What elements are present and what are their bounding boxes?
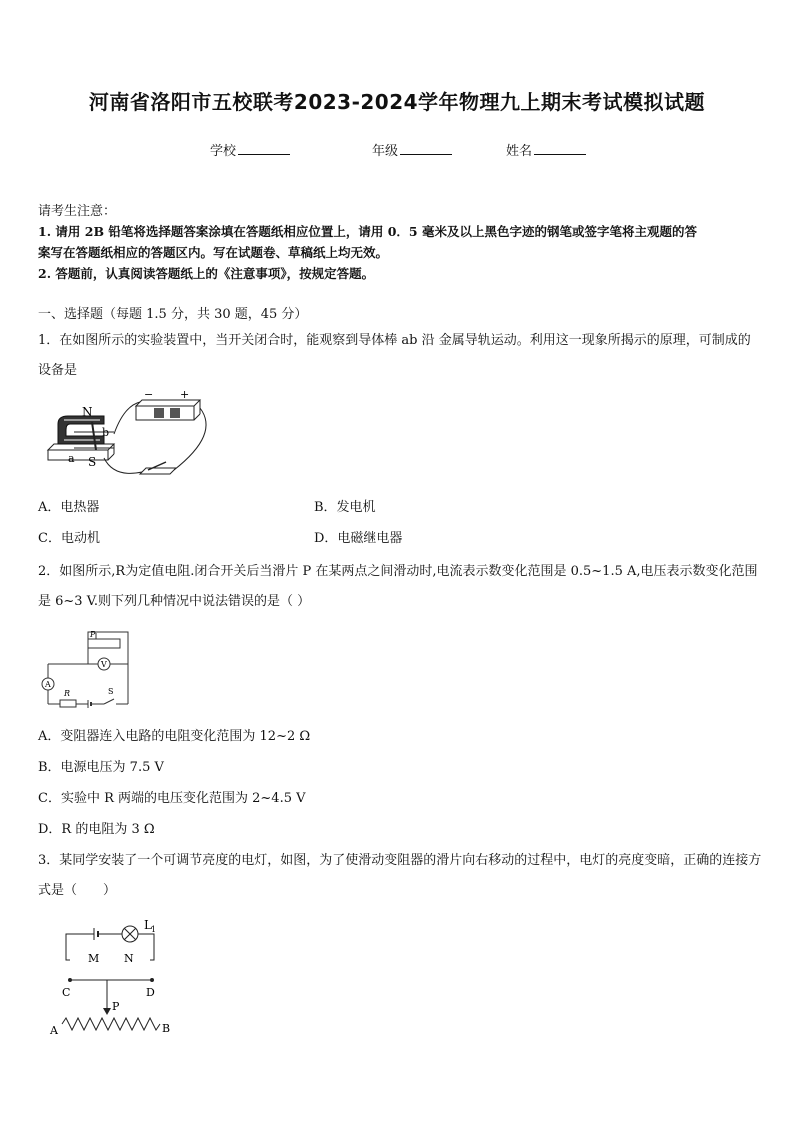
q1-label-a: a: [68, 452, 75, 465]
q2-label-V: V: [101, 660, 107, 669]
q3-label-C: C: [62, 986, 71, 999]
q2-option-b[interactable]: B．电源电压为 7.5 V: [38, 760, 164, 775]
q3-label-N: N: [124, 952, 134, 965]
q2-option-d[interactable]: D．R 的电阻为 3 Ω: [38, 822, 155, 837]
school-label: 学校: [210, 144, 237, 159]
q2-label-R: R: [64, 689, 71, 698]
name-label: 姓名: [506, 144, 533, 159]
question-3-figure: [50, 918, 180, 1038]
q3-label-L-subscript: 1: [151, 925, 157, 934]
name-blank: [534, 142, 586, 155]
q2-label-S: S: [108, 687, 114, 696]
q3-label-P: P: [112, 1000, 120, 1013]
q3-label-M: M: [88, 952, 100, 965]
notice-item-2: 2. 答题前，认真阅读答题纸上的《注意事项》，按规定答题。: [38, 266, 375, 281]
question-2-text: 2．如图所示,R为定值电阻.闭合开关后当滑片 P 在某两点之间滑动时,电流表示数变化范围是 0.5~1.5 A,电压表示数变化范围是 6~3 V.则下列几种情况中说法错误的是（ ）: [38, 564, 758, 609]
question-3-text: 3．某同学安装了一个可调节亮度的电灯，如图，为了使滑动变阻器的滑片向右移动的过程中，电灯的亮度变暗，正确的连接方式是（ ）: [38, 853, 762, 898]
q2-label-P: P: [90, 630, 96, 639]
q1-label-N: N: [82, 405, 93, 419]
q2-option-c[interactable]: C．实验中 R 两端的电压变化范围为 2~4.5 V: [38, 791, 306, 806]
q3-label-B: B: [162, 1022, 171, 1035]
q3-label-A: A: [50, 1024, 58, 1037]
section-1-heading: 一、选择题（每题 1.5 分，共 30 题，45 分）: [38, 307, 308, 322]
q1-label-S: S: [88, 455, 97, 469]
notice-heading: 请考生注意：: [38, 204, 117, 219]
q1-option-d[interactable]: D．电磁继电器: [314, 531, 403, 546]
page-title: 河南省洛阳市五校联考2023-2024学年物理九上期末考试模拟试题: [88, 90, 706, 114]
q1-label-minus: −: [144, 388, 154, 401]
q1-option-b[interactable]: B．发电机: [314, 500, 376, 515]
q1-option-c[interactable]: C．电动机: [38, 531, 100, 546]
q1-label-b: b: [102, 426, 110, 439]
school-field: [210, 140, 290, 159]
question-1-figure: [44, 388, 214, 486]
q1-option-a[interactable]: A．电热器: [38, 500, 100, 515]
q2-label-A: A: [45, 680, 51, 689]
school-blank: [238, 142, 290, 155]
name-field: [506, 140, 586, 159]
grade-blank: [400, 142, 452, 155]
q2-option-a[interactable]: A．变阻器连入电路的电阻变化范围为 12~2 Ω: [38, 729, 311, 744]
q3-label-L: L: [144, 918, 152, 932]
notice-item-1-line-2: 案写在答题纸相应的答题区内。写在试题卷、草稿纸上均无效。: [38, 245, 389, 260]
q3-label-D: D: [146, 986, 155, 999]
grade-label: 年级: [372, 144, 399, 159]
question-2-figure: [36, 628, 136, 710]
question-1-text: 1．在如图所示的实验装置中，当开关闭合时，能观察到导体棒 ab 沿 金属导轨运动。利用这一现象所揭示的原理，可制成的设备是: [38, 333, 751, 378]
q1-label-plus: +: [180, 388, 190, 401]
grade-field: [372, 140, 452, 159]
notice-item-1-line-1: 1. 请用 2B 铅笔将选择题答案涂填在答题纸相应位置上，请用 0．5 毫米及以上黑色字迹的钢笔或签字笔将主观题的答: [38, 224, 697, 239]
